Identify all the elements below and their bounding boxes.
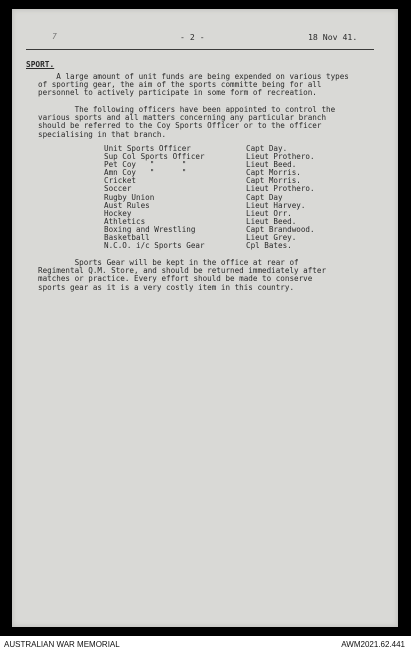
officer-row bbox=[104, 177, 364, 185]
paragraph-2-line-4: specialising in that branch. bbox=[38, 129, 167, 139]
header-rule bbox=[26, 49, 374, 50]
officer-name: Capt Morris. bbox=[246, 168, 301, 178]
page-number: - 2 - bbox=[180, 32, 205, 42]
accession-number: AWM2021.62.441 bbox=[341, 640, 405, 649]
sport-name: Aust Rules bbox=[104, 200, 150, 210]
officer-name: Lieut Prothero. bbox=[246, 152, 315, 162]
sport-name: Sup Col Sports Officer bbox=[104, 152, 205, 162]
officer-name: Lieut Prothero. bbox=[246, 184, 315, 194]
paragraph-3-line-4: sports gear as it is a very costly item in this country. bbox=[38, 282, 295, 292]
officer-row bbox=[104, 202, 364, 210]
officer-name: Lieut Grey. bbox=[246, 233, 297, 243]
officer-list bbox=[104, 145, 364, 250]
paragraph-2-line-2: various sports and all matters concerning any particular branch bbox=[38, 113, 327, 123]
sport-name: Soccer bbox=[104, 184, 132, 194]
sport-name: Basketball bbox=[104, 233, 150, 243]
paragraph-3-line-2: Regimental Q.M. Store, and should be returned immediately after bbox=[38, 266, 327, 276]
paragraph-3-line-3: matches or practice. Every effort should be made to conserve bbox=[38, 274, 313, 284]
paragraph-1-line-1: A large amount of unit funds are being expended on various types bbox=[38, 72, 349, 81]
officer-name: Lieut Orr. bbox=[246, 208, 292, 218]
sport-name: Amn Coy " " bbox=[104, 168, 187, 178]
officer-name: Capt Brandwood. bbox=[246, 224, 315, 234]
caption-bar bbox=[0, 636, 411, 653]
sport-name: Cricket bbox=[104, 176, 137, 186]
sport-name: Pet Coy " " bbox=[104, 160, 187, 170]
officer-row bbox=[104, 169, 364, 177]
paragraph-2-line-3: should be referred to the Coy Sports Officer or to the officer bbox=[38, 121, 322, 131]
paragraph-3-line-1: Sports Gear will be kept in the office at rear of bbox=[38, 258, 299, 267]
officer-name: Capt Day. bbox=[246, 144, 288, 153]
paragraph-2-line-1: The following officers have been appointed to control the bbox=[38, 105, 336, 114]
section-heading: SPORT. bbox=[26, 60, 55, 69]
sport-name: Athletics bbox=[104, 216, 146, 226]
pen-mark: 7 bbox=[52, 32, 57, 41]
officer-name: Capt Day bbox=[246, 192, 283, 202]
officer-name: Cpl Bates. bbox=[246, 241, 292, 251]
officer-name: Lieut Beed. bbox=[246, 160, 297, 170]
paragraph-1-line-2: of sporting gear, the aim of the sports committe being for all bbox=[38, 80, 322, 90]
sport-name: N.C.O. i/c Sports Gear bbox=[104, 241, 205, 251]
sport-name: Hockey bbox=[104, 208, 132, 218]
sport-name: Unit Sports Officer bbox=[104, 144, 191, 153]
officer-name: Lieut Harvey. bbox=[246, 200, 306, 210]
officer-row bbox=[104, 242, 364, 250]
sport-name: Rugby Union bbox=[104, 192, 155, 202]
officer-name: Lieut Beed. bbox=[246, 216, 297, 226]
paragraph-1-line-3: personnel to actively participate in some form of recreation. bbox=[38, 88, 317, 98]
document-page bbox=[12, 9, 398, 627]
sport-name: Boxing and Wrestling bbox=[104, 224, 196, 234]
institution-credit: AUSTRALIAN WAR MEMORIAL bbox=[4, 640, 120, 649]
document-date: 18 Nov 41. bbox=[308, 32, 358, 42]
officer-name: Capt Morris. bbox=[246, 176, 301, 186]
